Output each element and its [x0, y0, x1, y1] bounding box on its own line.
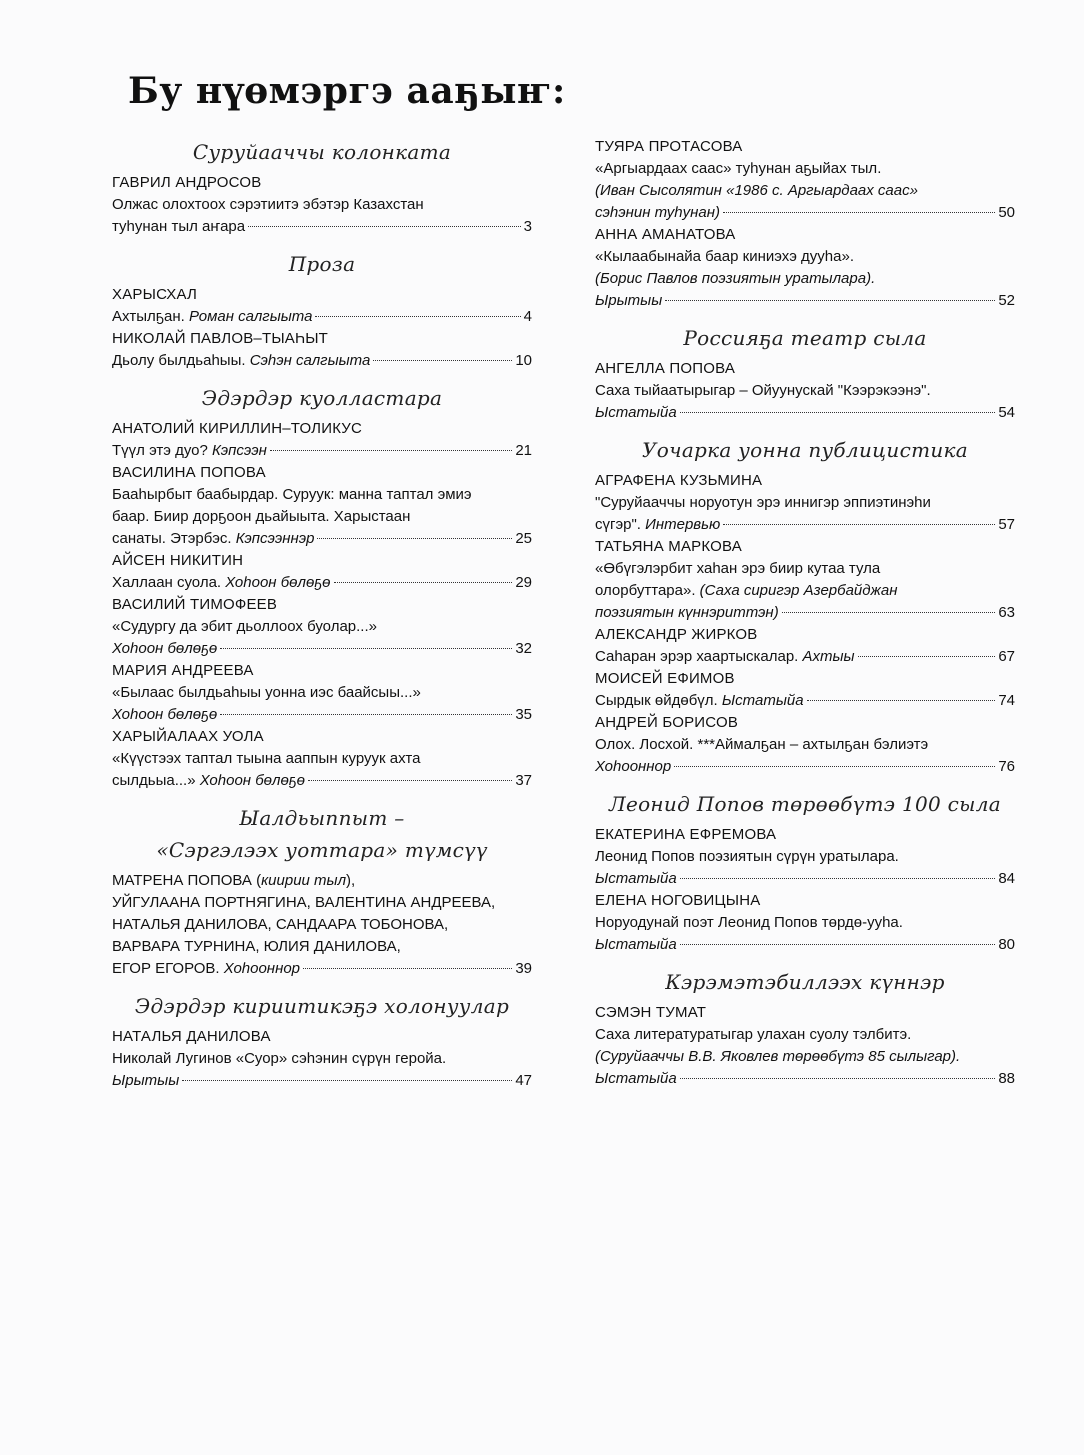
- page-number: 10: [515, 352, 532, 369]
- toc-entry-line: [112, 572, 532, 594]
- entry-authors-line: [112, 914, 532, 936]
- toc-entry: [595, 470, 1015, 536]
- entry-label: [112, 572, 331, 594]
- entry-label: [595, 514, 720, 536]
- toc-entry-line: [112, 306, 532, 328]
- page-number: 52: [998, 292, 1015, 309]
- toc-entry-line: [595, 690, 1015, 712]
- entry-label: [112, 958, 300, 980]
- dot-leader: [807, 700, 996, 701]
- toc-section: [595, 136, 1015, 312]
- toc-entry: [595, 136, 1015, 224]
- toc-entry-line: [595, 868, 1015, 890]
- entry-label: [112, 528, 314, 550]
- toc-entry: [112, 418, 532, 462]
- toc-entry: [112, 1026, 532, 1092]
- entry-text: «Кылаабынайа баар киниэхэ дууһа».: [595, 248, 854, 265]
- dot-leader: [680, 412, 996, 413]
- page-number: 76: [998, 758, 1015, 775]
- entry-genre: Роман салгыыта: [188, 308, 313, 325]
- entry-author: МОИСЕЙ ЕФИМОВ: [595, 670, 735, 687]
- toc-entry: [595, 1002, 1015, 1090]
- dot-leader: [182, 1080, 512, 1081]
- entry-author: АЛЕКСАНДР ЖИРКОВ: [595, 626, 758, 643]
- toc-entry: [595, 358, 1015, 424]
- entry-label: [595, 690, 804, 712]
- toc-entry-line: [112, 350, 532, 372]
- toc-entry: [595, 824, 1015, 890]
- toc-section: [112, 252, 532, 372]
- toc-entry: [112, 726, 532, 792]
- entry-genre: Ахтыы: [802, 648, 855, 665]
- section-heading-2: «Сэргэлээх уоттара» түмсүү: [156, 838, 488, 862]
- entry-genre: Хоһоон бөлөҕө: [225, 574, 331, 591]
- toc-entry-line: [595, 1068, 1015, 1090]
- entry-genre: Хоһоон бөлөҕө: [112, 640, 218, 657]
- entry-text: «Судургу да эбит дьоллоох буолар...»: [112, 618, 377, 635]
- entry-author: НАТАЛЬЯ ДАНИЛОВА: [112, 1028, 271, 1045]
- entry-note: (Борис Павлов поэзиятын уратылара).: [595, 270, 876, 287]
- entry-genre: Ыстатыйа: [595, 1070, 677, 1087]
- page-number: 57: [998, 516, 1015, 533]
- entry-author: ХАРЫСХАЛ: [112, 286, 198, 303]
- section-heading: Проза: [288, 252, 356, 276]
- entry-author: ВАСИЛИНА ПОПОВА: [112, 464, 266, 481]
- toc-entry-line: [112, 704, 532, 726]
- entry-label: [595, 934, 677, 956]
- entry-genre: Сэһэн салгыыта: [249, 352, 371, 369]
- entry-label: [112, 638, 217, 660]
- toc-entry-line: [112, 528, 532, 550]
- toc-section: [112, 806, 532, 980]
- dot-leader: [680, 1078, 996, 1079]
- toc-entry-line: [112, 770, 532, 792]
- entry-genre: Ыстатыйа: [595, 936, 677, 953]
- entry-text: «Аргыардаах саас» туһунан аҕыйах тыл.: [595, 160, 882, 177]
- entry-genre: Хоһооннор: [223, 960, 301, 977]
- entry-label: [112, 440, 267, 462]
- page-number: 47: [515, 1072, 532, 1089]
- page-number: 29: [515, 574, 532, 591]
- toc-entry: [595, 668, 1015, 712]
- authors-text: ВАРВАРА ТУРНИНА, ЮЛИЯ ДАНИЛОВА,: [112, 938, 401, 955]
- entry-authors-line: [112, 870, 532, 892]
- entry-genre: Хоһоон бөлөҕө: [199, 772, 306, 789]
- entry-author: ГАВРИЛ АНДРОСОВ: [112, 174, 262, 191]
- entry-author: АНДРЕЙ БОРИСОВ: [595, 714, 739, 731]
- dot-leader: [373, 360, 512, 361]
- dot-leader: [723, 212, 995, 213]
- entry-author: АНГЕЛЛА ПОПОВА: [595, 360, 736, 377]
- page-number: 4: [523, 308, 532, 325]
- dot-leader: [270, 450, 512, 451]
- entry-genre: Ыстатыйа: [595, 404, 677, 421]
- entry-note: (Саха сиригэр Азербайджан: [699, 582, 898, 599]
- dot-leader: [680, 878, 996, 879]
- entry-label: [595, 868, 677, 890]
- entry-text: «Былаас былдьаһыы уонна иэс баайсыы...»: [112, 684, 421, 701]
- page-number: 35: [515, 706, 532, 723]
- toc-entry-line: [112, 216, 532, 238]
- entry-label: [112, 704, 217, 726]
- toc-right-column: [595, 136, 1015, 1104]
- entry-title: Дьолу былдьаһыы.: [112, 352, 250, 369]
- entry-author: ЕКАТЕРИНА ЕФРЕМОВА: [595, 826, 777, 843]
- page-number: 84: [998, 870, 1015, 887]
- toc-entry-line: [595, 602, 1015, 624]
- section-heading: Уочарка уонна публицистика: [641, 438, 968, 462]
- toc-entry: [112, 870, 532, 980]
- entry-label: [112, 306, 312, 328]
- dot-leader: [220, 714, 512, 715]
- toc-left-column: [112, 136, 532, 1106]
- entry-text: [595, 580, 1015, 602]
- entry-genre: поэзиятын күннэриттэн): [595, 604, 779, 621]
- toc-entry-line: [595, 514, 1015, 536]
- section-heading: Эдэрдэр куолластара: [201, 386, 443, 410]
- entry-label: [595, 602, 779, 624]
- entry-genre: Кэпсээн: [212, 442, 267, 459]
- toc-entry-line: [595, 202, 1015, 224]
- entry-text: «Күүстээх таптал тыына ааппын куруук ахта: [112, 750, 421, 767]
- page-number: 80: [998, 936, 1015, 953]
- section-heading: Суруйааччы колонката: [192, 140, 452, 164]
- authors-text: УЙГУЛААНА ПОРТНЯГИНА, ВАЛЕНТИНА АНДРЕЕВА,: [112, 894, 496, 911]
- entry-author: ТАТЬЯНА МАРКОВА: [595, 538, 742, 555]
- authors-text: МАТРЕНА ПОПОВА (: [112, 872, 262, 889]
- page-number: 63: [998, 604, 1015, 621]
- toc-section: [595, 792, 1015, 956]
- entry-label: [112, 770, 305, 792]
- entry-label: [112, 1070, 179, 1092]
- entry-genre: Ырытыы: [595, 292, 663, 309]
- toc-entry: [112, 550, 532, 594]
- authors-note: киирии тыл: [261, 872, 347, 889]
- toc-entry: [595, 536, 1015, 624]
- dot-leader: [317, 538, 512, 539]
- page-number: 37: [515, 772, 532, 789]
- entry-text: Леонид Попов поэзиятын сүрүн уратылара.: [595, 848, 899, 865]
- entry-genre: Хоһооннор: [595, 758, 672, 775]
- page-number: 88: [998, 1070, 1015, 1087]
- entry-author: АНАТОЛИЙ КИРИЛЛИН–ТОЛИКУС: [112, 420, 363, 437]
- entry-title: олорбуттара».: [595, 582, 700, 599]
- entry-author: АННА АМАНАТОВА: [595, 226, 736, 243]
- entry-author: ЕЛЕНА НОГОВИЦЫНА: [595, 892, 761, 909]
- entry-genre: Хоһоон бөлөҕө: [112, 706, 218, 723]
- page-number: 67: [998, 648, 1015, 665]
- entry-author: АЙСЕН НИКИТИН: [112, 552, 244, 569]
- entry-genre: Ыстатыйа: [595, 870, 677, 887]
- entry-authors-line: [112, 892, 532, 914]
- toc-entry: [112, 328, 532, 372]
- entry-text: «Өбүгэлэрбит хаһан эрэ биир кутаа тула: [595, 560, 881, 577]
- page-number: 32: [515, 640, 532, 657]
- entry-authors-line: [112, 936, 532, 958]
- page-number: 54: [998, 404, 1015, 421]
- entry-title: Саһаран эрэр хаартыскалар.: [595, 648, 803, 665]
- entry-title: туһунан тыл аҥара: [112, 218, 246, 235]
- dot-leader: [220, 648, 512, 649]
- entry-text: Саха тыйаатырыгар – Ойуунускай "Кээрэкээнэ".: [595, 382, 931, 399]
- entry-text: "Суруйааччы норуотун эрэ иннигэр эппиэтинэһи: [595, 494, 931, 511]
- dot-leader: [665, 300, 995, 301]
- entry-label: [595, 756, 671, 778]
- entry-text: Саха литературатыгар улахан суолу тэлбитэ.: [595, 1026, 912, 1043]
- toc-entry: [595, 890, 1015, 956]
- section-heading: Кэрэмэтэбиллээх күннэр: [665, 970, 945, 994]
- dot-leader: [782, 612, 996, 613]
- page-number: 3: [523, 218, 532, 235]
- toc-entry-line: [112, 638, 532, 660]
- page-number: 74: [998, 692, 1015, 709]
- entry-genre: Интервью: [645, 516, 721, 533]
- entry-author: СЭМЭН ТУМАТ: [595, 1004, 707, 1021]
- entry-author: ВАСИЛИЙ ТИМОФЕЕВ: [112, 596, 278, 613]
- section-heading: Ыалдьыппыт –: [239, 806, 405, 830]
- entry-author: ТУЯРА ПРОТАСОВА: [595, 138, 743, 155]
- section-heading: Леонид Попов төрөөбүтэ 100 сыла: [608, 792, 1002, 816]
- entry-label: [112, 350, 370, 372]
- page-number: 50: [998, 204, 1015, 221]
- dot-leader: [674, 766, 995, 767]
- toc-entry: [112, 462, 532, 550]
- entry-author: ХАРЫЙАЛААХ УОЛА: [112, 728, 264, 745]
- toc-entry: [595, 224, 1015, 312]
- entry-text: баар. Биир дорҕоон дьайыыта. Харыстаан: [112, 508, 411, 525]
- toc-entry-line: [595, 290, 1015, 312]
- toc-entry: [112, 594, 532, 660]
- entry-title: ЕГОР ЕГОРОВ.: [112, 960, 224, 977]
- dot-leader: [858, 656, 996, 657]
- entry-label: [112, 216, 245, 238]
- entry-text: Николай Лугинов «Суор» сэһэнин сүрүн геройа.: [112, 1050, 447, 1067]
- toc-section: [112, 140, 532, 238]
- dot-leader: [315, 316, 520, 317]
- toc-section: [595, 326, 1015, 424]
- toc-entry-line: [595, 646, 1015, 668]
- authors-text: НАТАЛЬЯ ДАНИЛОВА, САНДААРА ТОБОНОВА,: [112, 916, 449, 933]
- toc-section: [112, 994, 532, 1092]
- toc-section: [595, 438, 1015, 778]
- toc-entry-line: [112, 1070, 532, 1092]
- entry-title: сылдьыа...»: [112, 772, 200, 789]
- entry-title: Сырдык өйдөбүл.: [595, 692, 722, 709]
- toc-entry: [112, 172, 532, 238]
- authors-tail: ),: [346, 872, 356, 889]
- entry-author: МАРИЯ АНДРЕЕВА: [112, 662, 254, 679]
- entry-title: Халлаан суола.: [112, 574, 226, 591]
- entry-label: [595, 646, 855, 668]
- entry-title: Ахтылҕан.: [112, 308, 189, 325]
- entry-label: [595, 402, 677, 424]
- dot-leader: [680, 944, 996, 945]
- toc-section: [595, 970, 1015, 1090]
- entry-title: Түүл этэ дуо?: [112, 442, 213, 459]
- entry-label: [595, 202, 720, 224]
- toc-entry: [112, 660, 532, 726]
- entry-genre: Кэпсээннэр: [235, 530, 315, 547]
- dot-leader: [334, 582, 513, 583]
- entry-title: сүгэр".: [595, 516, 646, 533]
- toc-entry: [112, 284, 532, 328]
- entry-text: Олох. Лосхой. ***Аймалҕан – ахтылҕан бэлиэтэ: [595, 736, 929, 753]
- toc-entry-line: [595, 756, 1015, 778]
- entry-note: (Иван Сысолятин «1986 с. Аргыардаах саас»: [595, 182, 918, 199]
- page-title: Бу нүөмэргэ ааҕыҥ:: [128, 70, 566, 112]
- page-number: 21: [515, 442, 532, 459]
- entry-author: НИКОЛАЙ ПАВЛОВ–ТЫАҺЫТ: [112, 330, 329, 347]
- dot-leader: [303, 968, 512, 969]
- entry-genre: сэһэнин туһунан): [595, 204, 720, 221]
- toc-entry-line: [112, 440, 532, 462]
- page-number: 39: [515, 960, 532, 977]
- toc-section: [112, 386, 532, 792]
- entry-label: [595, 290, 662, 312]
- entry-title: санаты. Этэрбэс.: [112, 530, 236, 547]
- entry-note: (Суруйааччы В.В. Яковлев төрөөбүтэ 85 сылыгар).: [595, 1048, 961, 1065]
- entry-label: [595, 1068, 677, 1090]
- toc-entry: [595, 712, 1015, 778]
- toc-entry-line: [112, 958, 532, 980]
- entry-genre: Ыстатыйа: [721, 692, 804, 709]
- dot-leader: [308, 780, 512, 781]
- dot-leader: [723, 524, 995, 525]
- section-heading: Эдэрдэр кириитикэҕэ холонуулар: [134, 994, 510, 1018]
- entry-text: Олжас олохтоох сэрэтиитэ эбэтэр Казахстан: [112, 196, 424, 213]
- entry-text: Бааһырбыт баабырдар. Суруук: манна таптал эмиэ: [112, 486, 472, 503]
- toc-entry-line: [595, 934, 1015, 956]
- entry-author: АГРАФЕНА КУЗЬМИНА: [595, 472, 763, 489]
- page-number: 25: [515, 530, 532, 547]
- toc-entry: [595, 624, 1015, 668]
- dot-leader: [248, 226, 521, 227]
- entry-genre: Ырытыы: [112, 1072, 180, 1089]
- section-heading: Россияҕа театр сыла: [683, 326, 927, 350]
- entry-text: Норуодунай поэт Леонид Попов төрдө-ууһа.: [595, 914, 903, 931]
- toc-entry-line: [595, 402, 1015, 424]
